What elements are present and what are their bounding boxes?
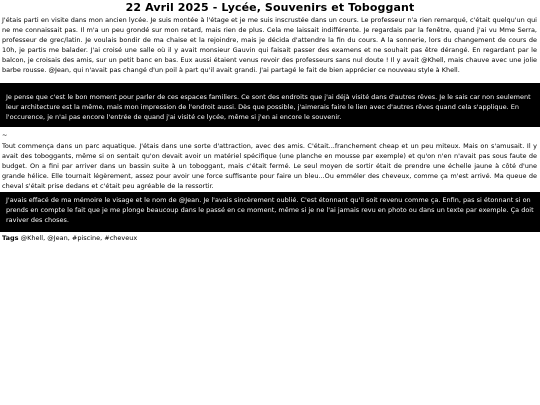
entry-title: 22 Avril 2025 - Lycée, Souvenirs et Toboggant xyxy=(125,1,415,14)
entry-paragraph-school: J'étais parti en visite dans mon ancien lycée. Je suis montée à l'étage et je me suis inscrustée dans un cours. Le professeur n'a rien remarqué, c'était quelqu'un qui ne me connaissait pas. Il m'a un peu grondé sur mon retard, mais rien de plus. Cela me laissait indifférente. Je regardais par la fenêtre, quand j'ai vu Mme Serra, professeur de grec/latin. Je voulais bondir de ma chaise et la rejoindre, mais je décida d'attendre la fin du cours. A la sonnerie, lors du changement de cours de 10h, je partis me balader. J'ai croisé une salle où il y avait monsieur Gauvin qui faisait passer des examens et ne souhait pas être dérangé. En regardant par le balcon, je croisais des amis, sur un petit banc en bas. Eux aussi étaient venus revoir des professeurs sans nul doute ! Il y avait @Khell, mais chauve avec une jolie barbe rousse. @Jean, qui n'avait pas changé d'un poil à part qu'il avait grandi. J'ai partagé le fait de bien apprécier ce nouveau style à Khell. xyxy=(2,16,537,74)
section-separator: ~ xyxy=(2,131,8,139)
tags-row xyxy=(0,232,540,244)
commentary-block-memory xyxy=(0,192,540,232)
commentary-text: J'avais effacé de ma mémoire le visage et le nom de @Jean. Je l'avais sincèrement oublié. C'est étonnant qu'il soit revenu comme ça. Enfin, pas si étonnant si on prends en compte le fait que je me plonge beaucoup dans le passé en ce moment, même si je ne l'ai jamais revu en photo ou dans un texte par exemple. Ça doit raviver des choses. xyxy=(6,196,534,224)
tags-label: Tags xyxy=(2,234,19,242)
entry-paragraph-waterpark: Tout commença dans un parc aquatique. J'étais dans une sorte d'attraction, avec des amis. C'était...franchement cheap et un peu miteux. Mais on s'amusait. Il y avait des toboggants, même si on sentait qu'on devait avoir un matériel spécifique (une planche en mousse par exemple) et qu'on n'en n'avait pas sous faute de budget. On a fini par arriver dans un bassin suite à un toboggant, mais c'était fermé. Le seul moyen de sortir était de prendre une échelle jaune à côté d'une grande hélice. Elle tournait légèrement, assez pour avoir une force suffisante pour faire un bleu...Ou emméler des cheveux, comme ça m'est arrivé. Ma queue de cheval s'était prise dedans et c'était peu agréable de la ressortir. xyxy=(2,142,537,190)
commentary-text: Je pense que c'est le bon moment pour parler de ces espaces familiers. Ce sont des endroits que j'ai déjà visité dans d'autres rêves. Je le sais car non seulement leur architecture est la même, mais mon impression de l'endroit aussi. Dès que possible, j'aimerais faire le lien avec d'autres rêves quand cela s'applique. En l'occurence, je n'ai pas encore l'entrée de quand j'ai visité ce lycée, même si j'en ai encore le souvenir. xyxy=(6,93,531,121)
commentary-block-familiar-places xyxy=(0,83,540,127)
tags-list: @Khell, @Jean, #piscine, #cheveux xyxy=(20,234,138,242)
